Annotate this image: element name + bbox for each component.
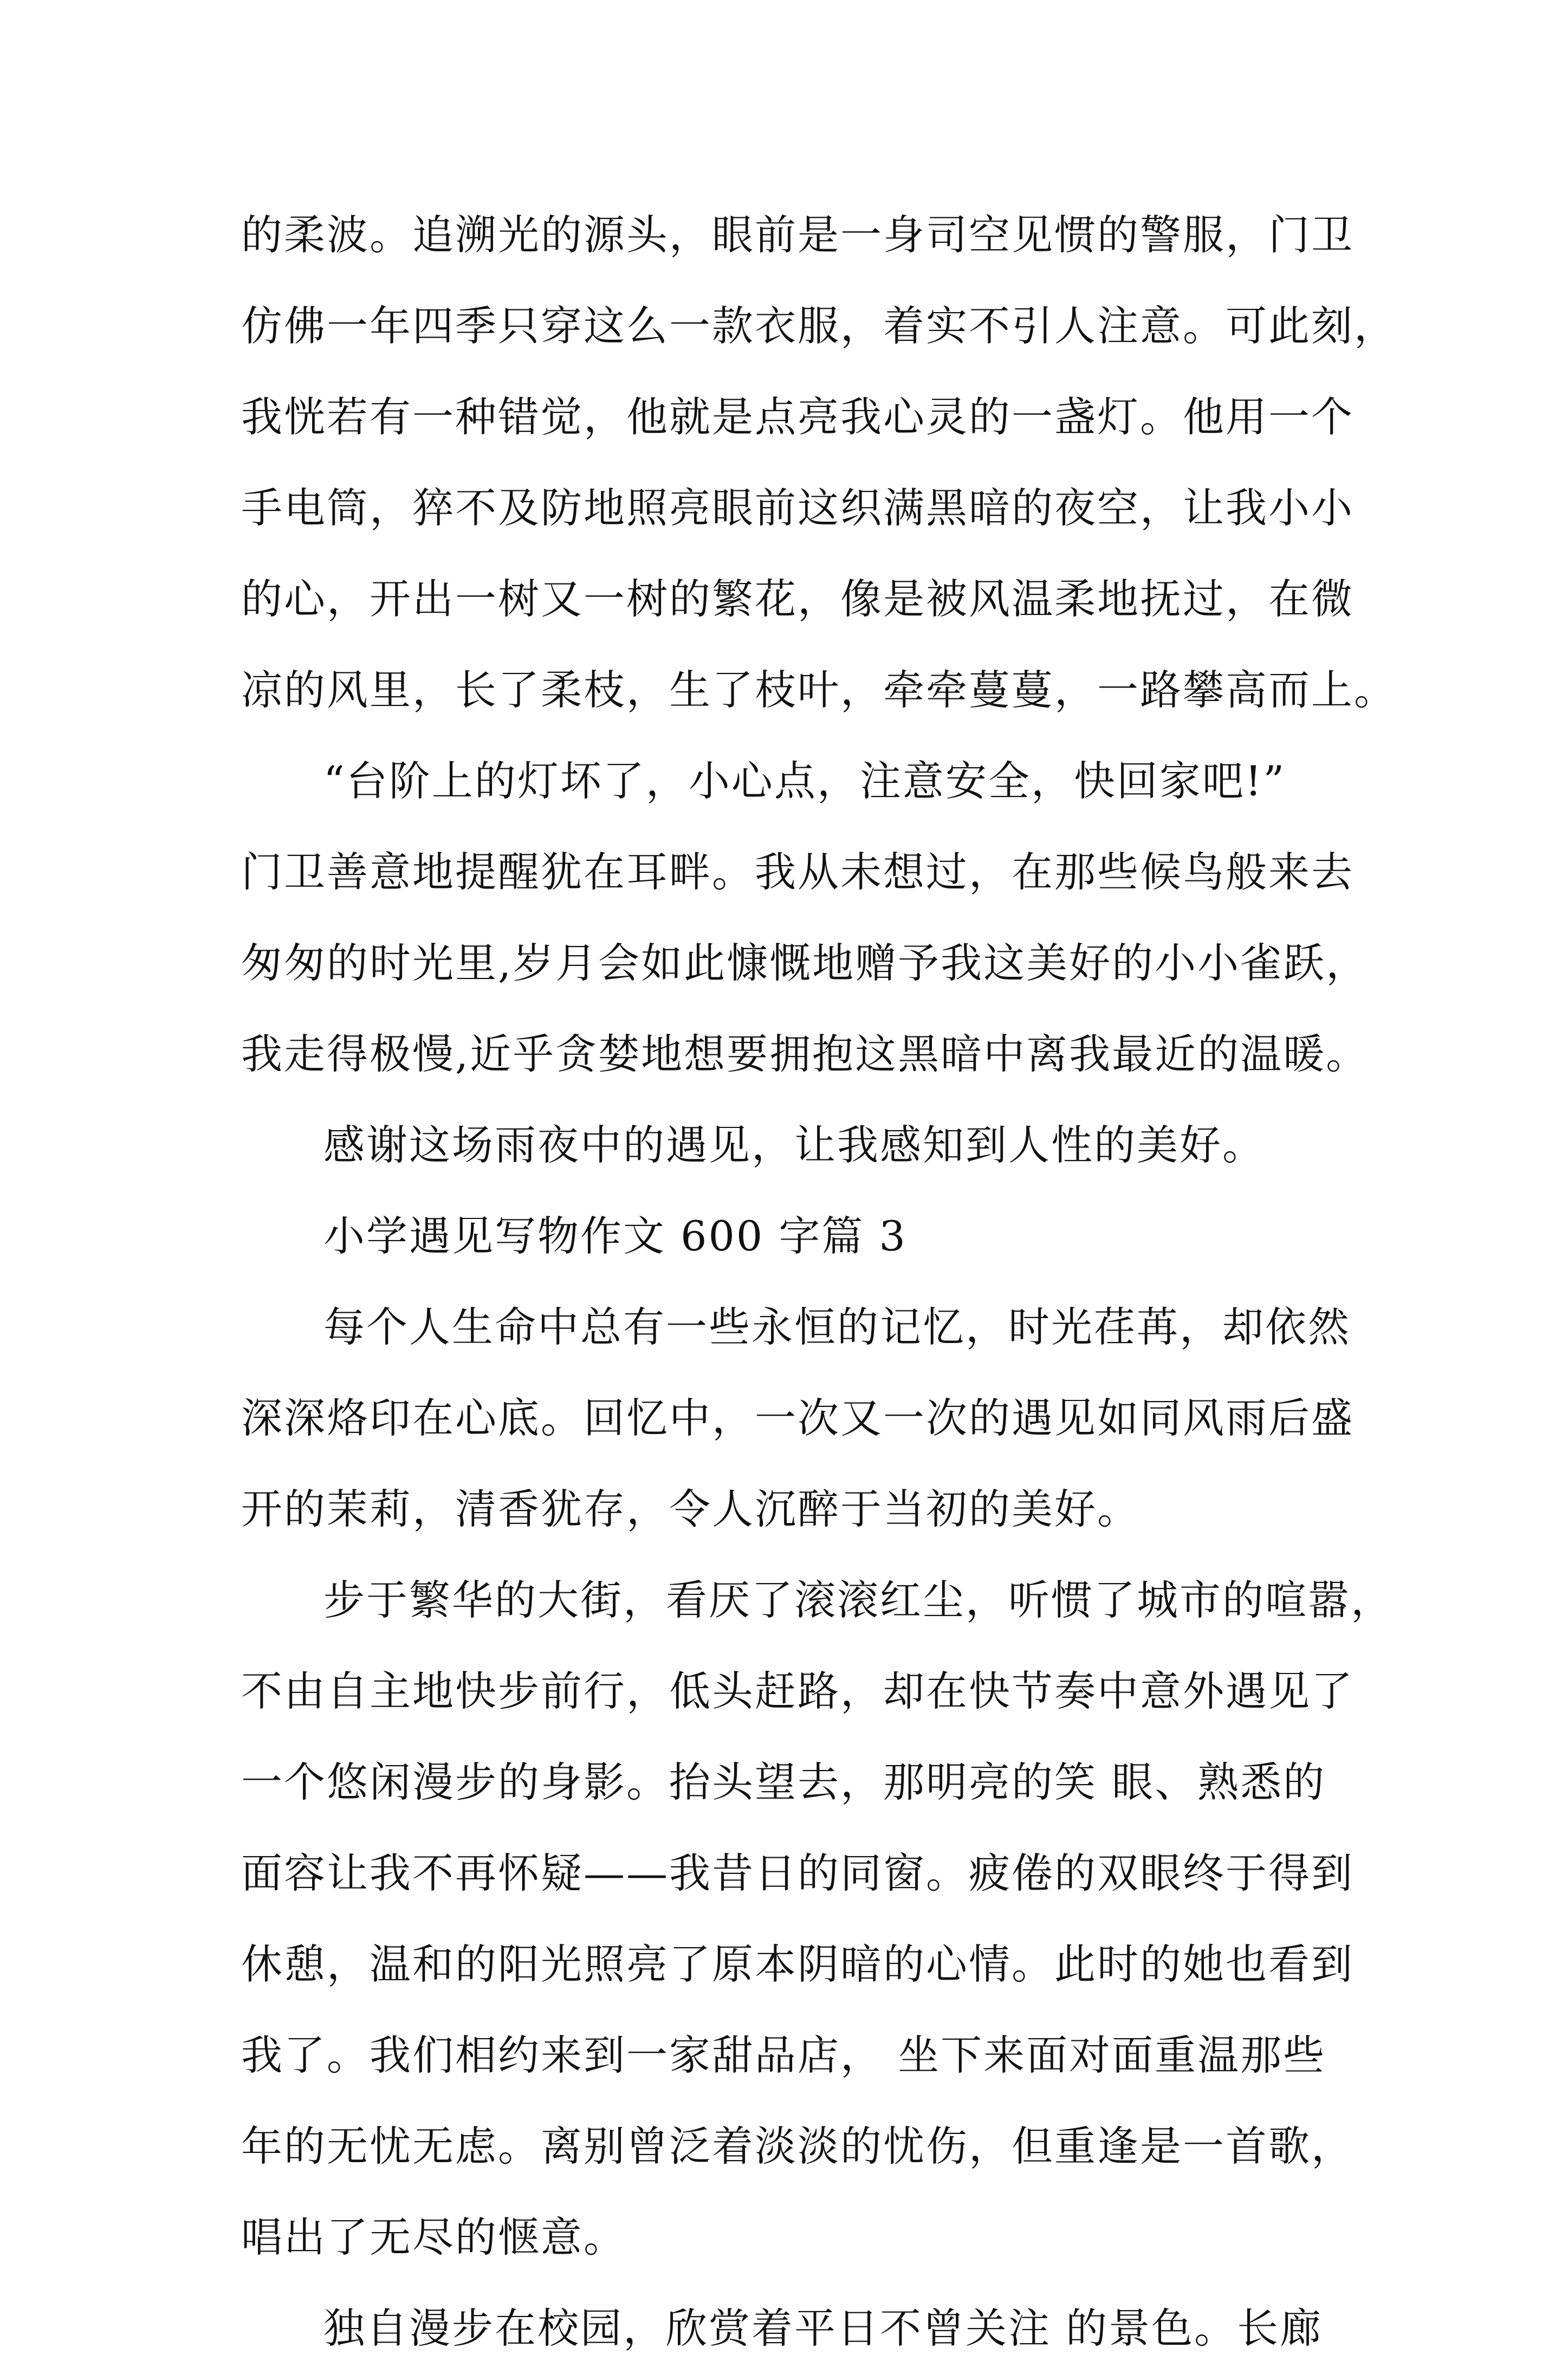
text-line: 我恍若有一种错觉，他就是点亮我心灵的一盏灯。他用一个	[241, 393, 1354, 441]
text-line: 仿佛一年四季只穿这么一款衣服，着实不引人注意。可此刻，	[241, 302, 1397, 350]
text-line: 开的茉莉，清香犹存，令人沉醉于当初的美好。	[241, 1485, 1140, 1533]
text-line: 每个人生命中总有一些永恒的记忆，时光荏苒，却依然	[323, 1303, 1351, 1351]
text-line: 唱出了无尽的惬意。	[241, 2213, 626, 2261]
text-line: 匆匆的时光里,岁月会如此慷慨地赠予我这美好的小小雀跃，	[241, 939, 1369, 987]
essay-body	[241, 190, 1397, 2374]
text-line: 不由自主地快步前行，低头赶路，却在快节奏中意外遇见了	[241, 1667, 1354, 1715]
text-line: 门卫善意地提醒犹在耳畔。我从未想过，在那些候鸟般来去	[241, 848, 1354, 896]
text-line: 一个悠闲漫步的身影。抬头望去，那明亮的笑 眼、熟悉的	[241, 1758, 1326, 1806]
text-line: 休憩，温和的阳光照亮了原本阴暗的心情。此时的她也看到	[241, 1940, 1354, 1988]
text-line: 面容让我不再怀疑——我昔日的同窗。疲倦的双眼终于得到	[241, 1849, 1354, 1897]
text-line: 手电筒，猝不及防地照亮眼前这织满黑暗的夜空，让我小小	[241, 484, 1354, 532]
text-line: 我了。我们相约来到一家甜品店， 坐下来面对面重温那些	[241, 2031, 1326, 2079]
text-line: 独自漫步在校园，欣赏着平日不曾关注 的景色。长廊	[323, 2304, 1323, 2352]
text-line: 感谢这场雨夜中的遇见，让我感知到人性的美好。	[323, 1121, 1265, 1169]
text-line: “台阶上的灯坏了，小心点，注意安全，快回家吧!”	[323, 757, 1286, 805]
text-line: 步于繁华的大街，看厌了滚滚红尘，听惯了城市的喧嚣，	[323, 1576, 1394, 1624]
text-line: 的心，开出一树又一树的繁花，像是被风温柔地抚过，在微	[241, 575, 1354, 623]
section-heading: 小学遇见写物作文 600 字篇 3	[323, 1212, 907, 1260]
text-line: 年的无忧无虑。离别曾泛着淡淡的忧伤，但重逢是一首歌，	[241, 2122, 1354, 2170]
text-line: 深深烙印在心底。回忆中，一次又一次的遇见如同风雨后盛	[241, 1394, 1354, 1442]
text-line: 我走得极慢,近乎贪婪地想要拥抱这黑暗中离我最近的温暖。	[241, 1030, 1369, 1078]
text-line: 凉的风里，长了柔枝，生了枝叶，牵牵蔓蔓，一路攀高而上。	[241, 666, 1397, 714]
text-line: 的柔波。追溯光的源头，眼前是一身司空见惯的警服，门卫	[241, 211, 1354, 259]
